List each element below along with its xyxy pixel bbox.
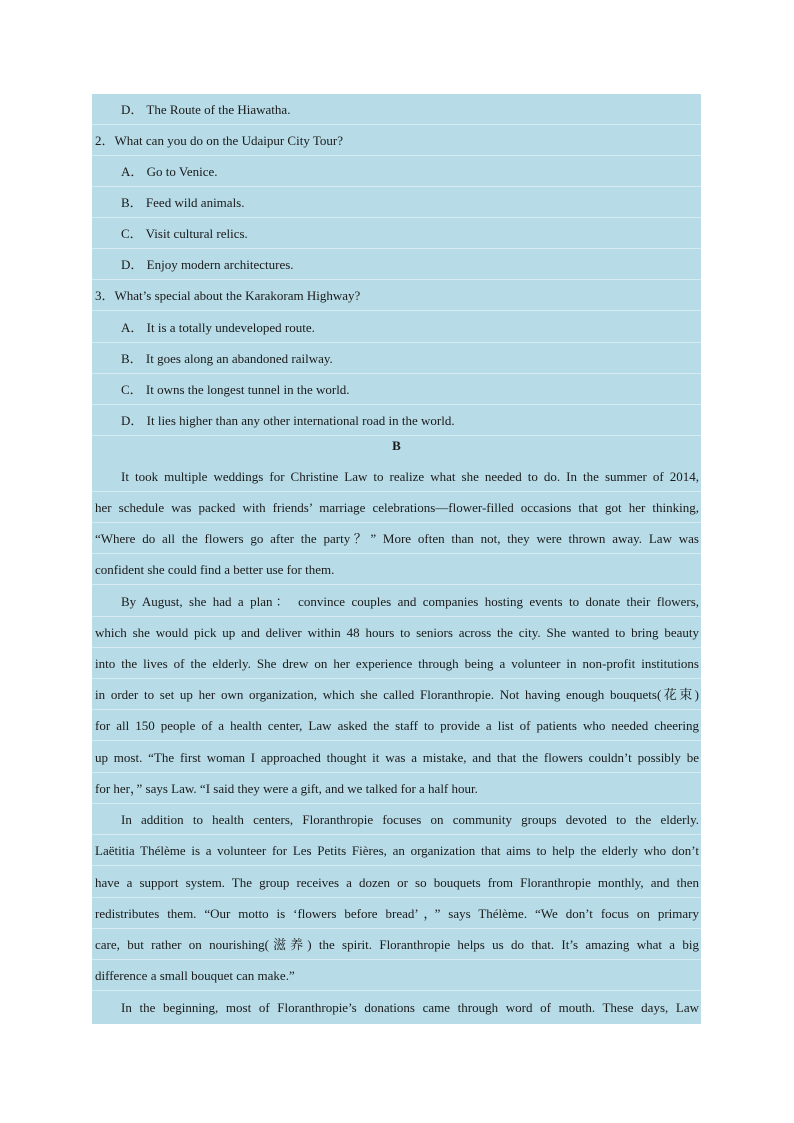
q3-stem: 3．What’s special about the Karakoram Highway? [92, 280, 701, 311]
q3-option-d: D． It lies higher than any other international road in the world. [92, 405, 701, 436]
passage-heading: B [392, 438, 401, 453]
p3-line-3: have a support system. The group receives a dozen or so bouquets from Floranthropie monthly, and then [92, 867, 701, 898]
q2-option-a: A． Go to Venice. [92, 156, 701, 187]
p2-line-4: in order to set up her own organization, which she called Floranthropie. Not having enough bouquets(花束) [92, 679, 701, 710]
q2-option-b: B． Feed wild animals. [92, 187, 701, 218]
p3-line-1: In addition to health centers, Floranthropie focuses on community groups devoted to the elderly. [92, 804, 701, 835]
p3-line-2: Laëtitia Thélème is a volunteer for Les Petits Fières, an organization that aims to help the elderly who don’t [92, 835, 701, 866]
exam-text-panel [92, 94, 701, 1024]
q3-option-b: B． It goes along an abandoned railway. [92, 343, 701, 374]
q2-stem: 2．What can you do on the Udaipur City Tour? [92, 125, 701, 156]
p2-line-6: up most. “The first woman I approached thought it was a mistake, and that the flowers couldn’t possibly be [92, 742, 701, 773]
p1-line-3: “Where do all the flowers go after the party？” More often than not, they were thrown away. Law was [92, 523, 701, 554]
q3-option-c: C． It owns the longest tunnel in the world. [92, 374, 701, 405]
p3-line-5: care, but rather on nourishing(滋养) the spirit. Floranthropie helps us do that. It’s amazing what a big [92, 929, 701, 960]
p2-line-2: which she would pick up and deliver within 48 hours to seniors across the city. She wanted to bring beauty [92, 617, 701, 648]
p1-line-2: her schedule was packed with friends’ marriage celebrations—flower-filled occasions that got her thinking, [92, 492, 701, 523]
q2-option-d: D． Enjoy modern architectures. [92, 249, 701, 280]
p2-line-1: By August, she had a plan： convince couples and companies hosting events to donate their flowers, [92, 586, 701, 617]
p3-line-4: redistributes them. “Our motto is ‘flowers before bread’，” says Thélème. “We don’t focus on primary [92, 898, 701, 929]
p1-line-1: It took multiple weddings for Christine Law to realize what she needed to do. In the summer of 2014, [92, 461, 701, 492]
q1-option-d: D． The Route of the Hiawatha. [92, 94, 701, 125]
p3-line-6: difference a small bouquet can make.” [92, 960, 701, 991]
p4-line-1: In the beginning, most of Floranthropie’s donations came through word of mouth. These days, Law [121, 1000, 699, 1015]
p2-line-7: for her，” says Law. “I said they were a gift, and we talked for a half hour. [92, 773, 701, 804]
p2-line-3: into the lives of the elderly. She drew on her experience through being a volunteer in non-profit institutions [92, 648, 701, 679]
p1-line-4: confident she could find a better use for them. [92, 554, 701, 585]
q3-option-a: A． It is a totally undeveloped route. [92, 312, 701, 343]
p2-line-5: for all 150 people of a health center, Law asked the staff to provide a list of patients who needed cheering [92, 710, 701, 741]
q2-option-c: C． Visit cultural relics. [92, 218, 701, 249]
